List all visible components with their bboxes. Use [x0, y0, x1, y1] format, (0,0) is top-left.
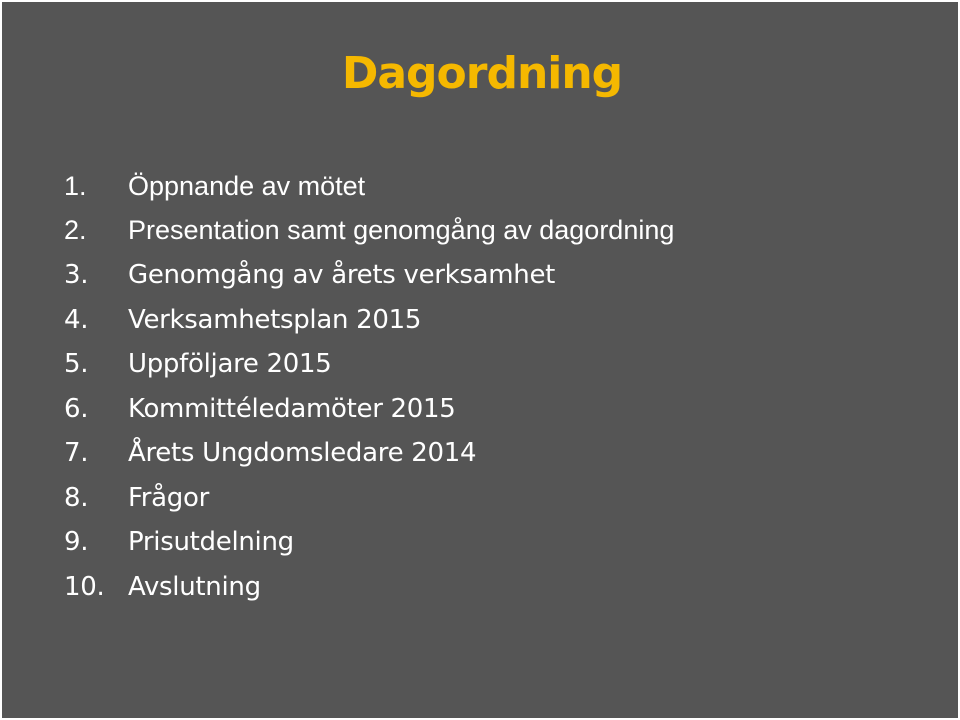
agenda-item-text: Presentation samt genomgång av dagordning — [128, 215, 675, 246]
slide — [2, 2, 958, 718]
agenda-item-8 — [64, 476, 674, 521]
agenda-item-text: Frågor — [128, 482, 209, 513]
agenda-item-number: 1. — [64, 170, 87, 201]
agenda-item-number: 7. — [64, 438, 89, 469]
agenda-item-text: Kommittéledamöter 2015 — [128, 393, 456, 424]
agenda-item-6 — [64, 387, 674, 432]
agenda-item-number: 5. — [64, 349, 89, 380]
agenda-item-1 — [64, 164, 674, 209]
agenda-item-5 — [64, 342, 674, 387]
agenda-item-number: 4. — [64, 304, 89, 335]
agenda-item-text: Öppnande av mötet — [128, 170, 366, 201]
slide-title: Dagordning — [341, 48, 623, 99]
agenda-item-3 — [64, 253, 674, 298]
agenda-list — [64, 164, 674, 609]
agenda-item-text: Årets Ungdomsledare 2014 — [128, 438, 477, 469]
agenda-item-number: 6. — [64, 393, 89, 424]
agenda-item-10 — [64, 565, 674, 610]
agenda-item-text: Verksamhetsplan 2015 — [128, 304, 422, 335]
agenda-item-text: Uppföljare 2015 — [128, 349, 332, 380]
agenda-item-number: 2. — [64, 215, 87, 246]
agenda-item-text: Prisutdelning — [128, 527, 294, 558]
agenda-item-text: Avslutning — [128, 571, 261, 602]
agenda-item-text: Genomgång av årets verksamhet — [128, 260, 556, 291]
agenda-item-number: 8. — [64, 482, 89, 513]
agenda-item-2 — [64, 209, 674, 254]
agenda-item-4 — [64, 298, 674, 343]
agenda-item-7 — [64, 431, 674, 476]
agenda-item-number: 3. — [64, 260, 89, 291]
agenda-item-number: 9. — [64, 527, 89, 558]
agenda-item-9 — [64, 520, 674, 565]
agenda-item-number: 10. — [64, 571, 105, 602]
